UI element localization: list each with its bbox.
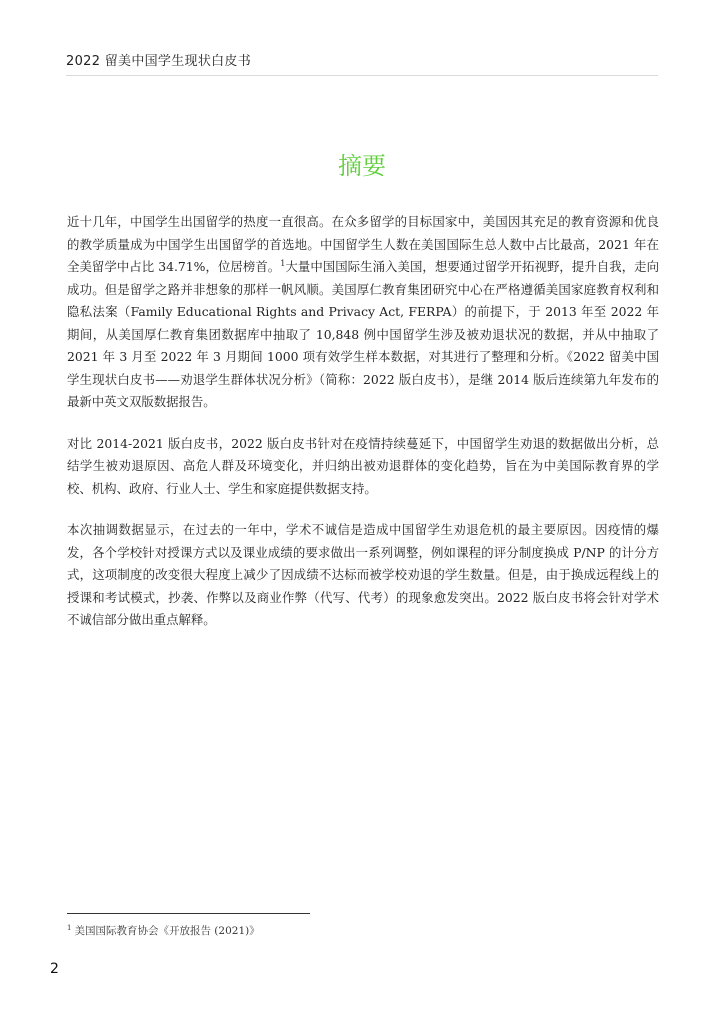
footnote-divider [67,913,310,914]
paragraph-3: 本次抽调数据显示，在过去的一年中，学术不诚信是造成中国留学生劝退危机的最主要原因。因疫情的爆发，各个学校针对授课方式以及课业成绩的要求做出一系列调整，例如课程的评分制度换成 P/NP 的计分方式，这项制度的改变很大程度上减少了因成绩不达标而被学校劝退的学生数量。但是，由于换成远程线上的授课和考试模式，抄袭、作弊以及商业作弊（代写、代考）的现象愈发突出。2022 版白皮书将会针对学术不诚信部分做出重点解释。 [67,522,659,627]
footnote-number: 1 [67,923,72,932]
paragraph-1 [67,211,659,414]
footnote-text: 美国国际教育协会《开放报告 (2021)》 [74,925,260,937]
page-number: 2 [50,961,59,977]
paragraph-2: 对比 2014-2021 版白皮书，2022 版白皮书针对在疫情持续蔓延下，中国留学生劝退的数据做出分析，总结学生被劝退原因、高危人群及环境变化，并归纳出被劝退群体的变化趋势，旨在为中美国际教育界的学校、机构、政府、行业人士、学生和家庭提供数据支持。 [67,435,659,496]
section-title: 摘要 [338,152,386,180]
body-text [67,211,659,651]
running-header: 2022 留美中国学生现状白皮书 [66,54,252,69]
paragraph-1-part-b: 大量中国国际生涌入美国，想要通过留学开拓视野，提升自我，走向成功。但是留学之路并非想象的那样一帆风顺。美国厚仁教育集团研究中心在严格遵循美国家庭教育权利和隐私法案（Family Educational Rights and Privacy Act, FERPA）的前提下，于 2013 年至 2022 年期间，从美国厚仁教育集团数据库中抽取了 10,848 例中国留学生涉及被劝退状况的数据，并从中抽取了 2021 年 3 月至 2022 年 3 月期间 1000 项有效学生样本数据，对其进行了整理和分析。《2022 留美中国学生现状白皮书——劝退学生群体状况分析》（简称：2022 版白皮书），是继 2014 版后连续第九年发布的最新中英文双版数据报告。 [67,259,660,409]
footnote-marker[interactable]: 1 [280,258,286,268]
header-divider [66,75,658,76]
footnote [67,923,260,938]
paragraph-1-part-a: 近十几年，中国学生出国留学的热度一直很高。在众多留学的目标国家中，美国因其充足的教育资源和优良的教学质量成为中国学生出国留学的首选地。中国留学生人数在美国国际生总人数中占比最高，2021 年在全美留学中占比 34.71%，位居榜首。 [67,214,659,274]
